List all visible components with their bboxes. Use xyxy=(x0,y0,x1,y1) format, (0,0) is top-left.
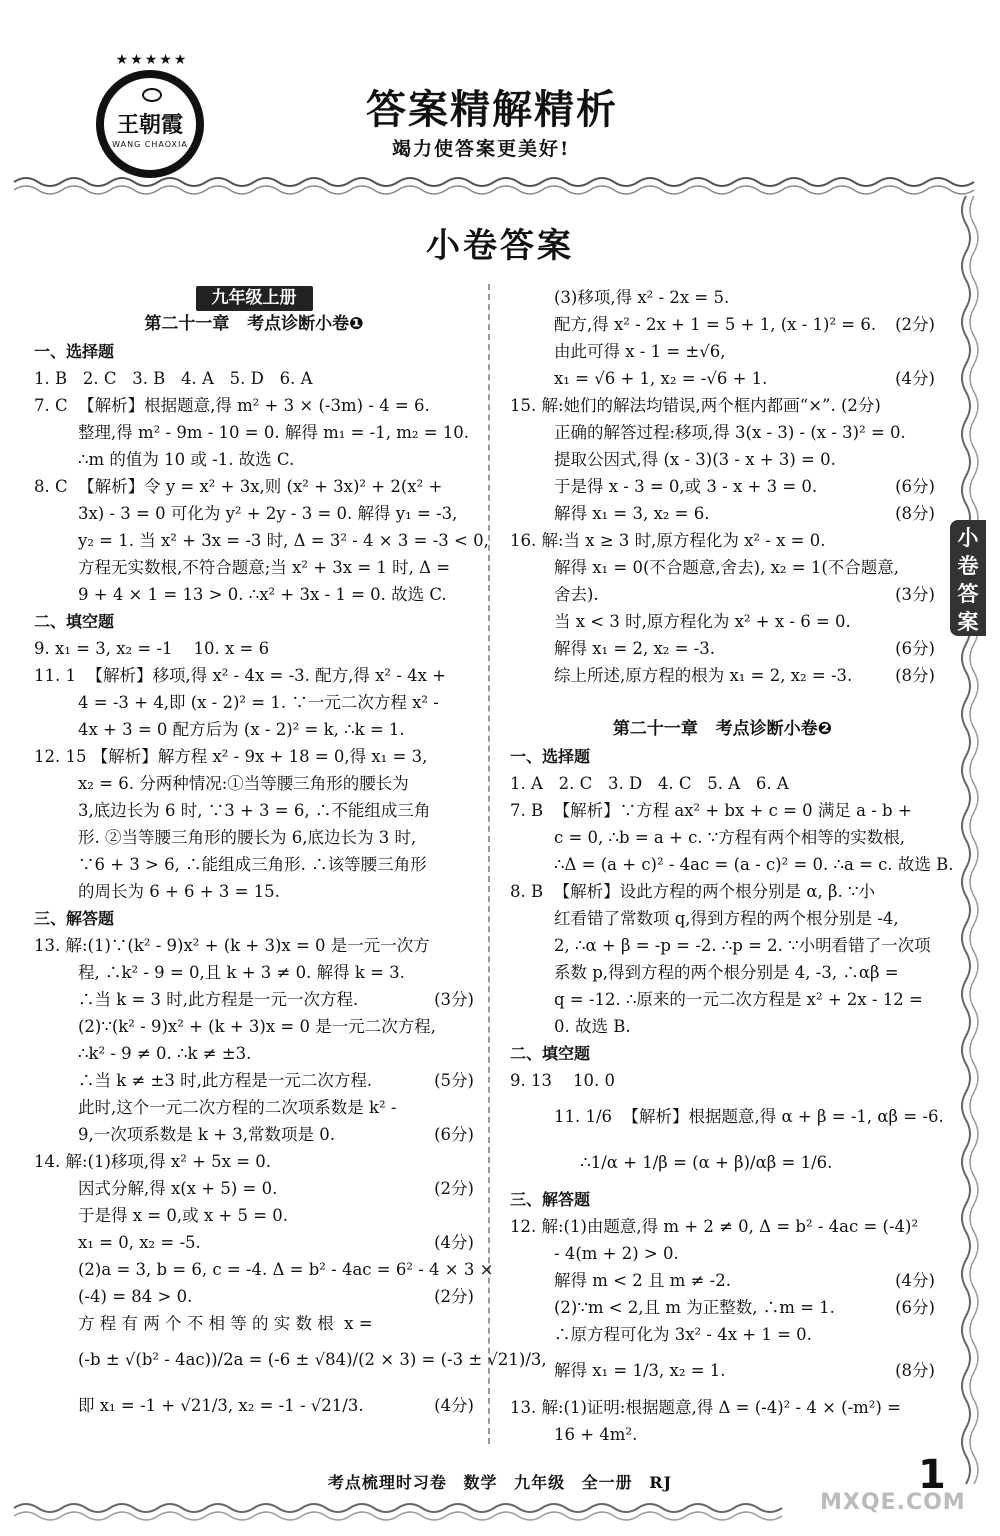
line-text: 一、选择题 xyxy=(34,342,115,361)
line-text: 此时,这个一元二次方程的二次项系数是 k² - xyxy=(78,1098,397,1117)
line-text: 8. C 【解析】令 y = x² + 3x,则 (x² + 3x)² + 2(x² + xyxy=(34,477,443,496)
line-text: 0. 故选 B. xyxy=(554,1017,631,1036)
answer-line xyxy=(34,392,474,419)
line-text: 12. 解:(1)由题意,得 m + 2 ≠ 0, Δ = b² - 4ac = (-4)² xyxy=(510,1217,919,1236)
line-text: 三、解答题 xyxy=(510,1190,591,1209)
answer-line xyxy=(510,1421,935,1448)
volume-band-label: 九年级上册 xyxy=(196,286,313,311)
answer-line xyxy=(34,1040,474,1067)
answer-line xyxy=(510,1267,935,1294)
score-mark: (4分) xyxy=(434,1396,474,1415)
line-text: (2)a = 3, b = 6, c = -4. Δ = b² - 4ac = 6² - 4 × 3 × xyxy=(78,1260,494,1279)
line-text: 于是得 x - 3 = 0,或 3 - x + 3 = 0. xyxy=(554,477,818,496)
line-text: 整理,得 m² - 9m - 10 = 0. 解得 m₁ = -1, m₂ = 10. xyxy=(78,423,470,442)
answer-line xyxy=(510,824,935,851)
answer-line xyxy=(34,1175,474,1202)
header-wave-divider xyxy=(14,172,986,202)
score-mark: (2分) xyxy=(434,1287,474,1306)
answer-line xyxy=(510,905,935,932)
answer-line xyxy=(34,1121,474,1148)
line-text: 15. 解:她们的解法均错误,两个框内都画“×”. (2分) xyxy=(510,396,881,415)
answer-line xyxy=(34,716,474,743)
answer-line xyxy=(34,824,474,851)
logo-name: 王朝霞 xyxy=(116,113,183,138)
side-tab xyxy=(950,520,986,636)
answer-line xyxy=(510,392,935,419)
answer-line xyxy=(510,581,935,608)
line-text: 9. x₁ = 3, x₂ = -1 10. x = 6 xyxy=(34,639,270,658)
answer-line xyxy=(510,1348,935,1394)
answer-line xyxy=(510,500,935,527)
answer-line xyxy=(510,1394,935,1421)
line-text: ∵6 + 3 > 6, ∴能组成三角形. ∴该等腰三角形 xyxy=(78,855,427,874)
watermark: MXQE.COM xyxy=(820,1490,966,1515)
answer-line xyxy=(34,527,489,554)
line-text: 12. 15 【解析】解方程 x² - 9x + 18 = 0,得 x₁ = 3, xyxy=(34,747,428,766)
section-heading xyxy=(510,1186,935,1213)
answer-line xyxy=(510,878,935,905)
score-mark: (3分) xyxy=(895,585,935,604)
right-column xyxy=(510,284,954,1448)
line-text: 于是得 x = 0,或 x + 5 = 0. xyxy=(78,1206,289,1225)
brand-logo xyxy=(88,52,216,180)
answer-line xyxy=(34,770,474,797)
eye-icon xyxy=(142,88,162,102)
line-text: 13. 解:(1)证明:根据题意,得 Δ = (-4)² - 4 × (-m²) = xyxy=(510,1398,901,1417)
answer-line xyxy=(510,851,954,878)
line-text: ∴原方程可化为 3x² - 4x + 1 = 0. xyxy=(554,1325,812,1344)
line-text: c = 0, ∴b = a + c. ∵方程有两个相等的实数根, xyxy=(554,828,906,847)
line-text: 第二十一章 考点诊断小卷❷ xyxy=(612,719,833,739)
brand-slogan: 竭力使答案更美好! xyxy=(392,138,571,160)
line-text: 三、解答题 xyxy=(34,909,115,928)
line-text: 解得 x₁ = 1/3, x₂ = 1. xyxy=(554,1361,726,1380)
line-text: (2)∵(k² - 9)x² + (k + 3)x = 0 是一元二次方程, xyxy=(78,1017,436,1036)
line-text: 正确的解答过程:移项,得 3(x - 3) - (x - 3)² = 0. xyxy=(554,423,906,442)
answer-line xyxy=(34,473,474,500)
line-text: 3,底边长为 6 时, ∵3 + 3 = 6, ∴不能组成三角 xyxy=(78,801,431,820)
answer-line xyxy=(510,635,935,662)
answer-line xyxy=(510,338,935,365)
score-mark: (8分) xyxy=(895,1361,935,1380)
logo-inner xyxy=(104,78,196,170)
answer-line xyxy=(510,1067,935,1094)
line-text: 综上所述,原方程的根为 x₁ = 2, x₂ = -3. xyxy=(554,666,853,685)
answer-line xyxy=(510,1140,935,1186)
answer-line xyxy=(34,419,474,446)
answer-line xyxy=(34,581,474,608)
line-text: 第二十一章 考点诊断小卷❶ xyxy=(144,314,364,334)
answer-line xyxy=(34,1283,474,1310)
line-text: 16 + 4m². xyxy=(554,1425,638,1444)
line-text: 11. 1/6 【解析】根据题意,得 α + β = -1, αβ = -6. xyxy=(554,1107,944,1126)
answer-line xyxy=(510,284,935,311)
line-text: 9. 13 10. 0 xyxy=(510,1071,615,1090)
answer-line xyxy=(34,1256,494,1283)
answer-line xyxy=(34,878,474,905)
line-text: 舍去). xyxy=(554,585,599,604)
line-text: 解得 x₁ = 2, x₂ = -3. xyxy=(554,639,716,658)
line-text: 一、选择题 xyxy=(510,747,591,766)
answer-line xyxy=(34,1094,474,1121)
answer-line xyxy=(34,932,474,959)
answer-line xyxy=(510,608,935,635)
section-heading xyxy=(510,743,935,770)
line-text: q = -12. ∴原来的一元二次方程是 x² + 2x - 12 = xyxy=(554,990,923,1009)
line-text: 因式分解,得 x(x + 5) = 0. xyxy=(78,1179,278,1198)
score-mark: (4分) xyxy=(895,369,935,388)
line-text: ∴Δ = (a + c)² - 4ac = (a - c)² = 0. ∴a = c. 故选 B. xyxy=(554,855,954,874)
score-mark: (2分) xyxy=(895,315,935,334)
answer-line xyxy=(34,554,474,581)
answer-line xyxy=(34,986,474,1013)
answer-line xyxy=(34,689,474,716)
line-text: x₁ = √6 + 1, x₂ = -√6 + 1. xyxy=(554,369,768,388)
line-text: 13. 解:(1)∵(k² - 9)x² + (k + 3)x = 0 是一元一次方 xyxy=(34,936,430,955)
answer-line xyxy=(510,1013,935,1040)
line-text: ∴m 的值为 10 或 -1. 故选 C. xyxy=(78,450,295,469)
line-text: 二、填空题 xyxy=(34,612,115,631)
right-wave-border xyxy=(954,196,984,1496)
answer-line xyxy=(34,851,474,878)
section-title: 小卷答案 xyxy=(426,226,574,266)
answer-line xyxy=(34,1013,474,1040)
answer-line xyxy=(34,446,474,473)
line-text: 2, ∴α + β = -p = -2. ∴p = 2. ∵小明看错了一次项 xyxy=(554,936,931,955)
logo-subtitle: WANG CHAOXIA xyxy=(112,140,188,149)
answer-line xyxy=(510,554,935,581)
line-text: 解得 x₁ = 0(不合题意,舍去), x₂ = 1(不合题意, xyxy=(554,558,900,577)
answer-line xyxy=(510,770,935,797)
star-row-icon: ★★★★★ xyxy=(115,52,189,68)
line-text: (-4) = 84 > 0. xyxy=(78,1287,193,1306)
line-text: 9 + 4 × 1 = 13 > 0. ∴x² + 3x - 1 = 0. 故选 C. xyxy=(78,585,447,604)
section-heading xyxy=(34,608,474,635)
line-text: 16. 解:当 x ≥ 3 时,原方程化为 x² - x = 0. xyxy=(510,531,826,550)
line-text: ∴当 k = 3 时,此方程是一元一次方程. xyxy=(78,990,359,1009)
line-text: 9,一次项系数是 k + 3,常数项是 0. xyxy=(78,1125,336,1144)
line-text: y₂ = 1. 当 x² + 3x = -3 时, Δ = 3² - 4 × 3 = -3 < 0, xyxy=(78,531,489,550)
answer-line xyxy=(510,1294,935,1321)
answer-line xyxy=(510,797,935,824)
line-text: 即 x₁ = -1 + √21/3, x₂ = -1 - √21/3. xyxy=(78,1396,364,1415)
answer-line xyxy=(34,365,474,392)
line-text: 红看错了常数项 q,得到方程的两个根分别是 -4, xyxy=(554,909,899,928)
section-heading xyxy=(34,905,474,932)
line-text: 形. ②当等腰三角形的腰长为 6,底边长为 3 时, xyxy=(78,828,417,847)
answer-line xyxy=(34,797,474,824)
line-text: x₂ = 6. 分两种情况:①当等腰三角形的腰长为 xyxy=(78,774,409,793)
line-text: x₁ = 0, x₂ = -5. xyxy=(78,1233,201,1252)
answer-line xyxy=(510,311,935,338)
answer-line xyxy=(510,1213,935,1240)
section-heading xyxy=(34,338,474,365)
answer-line xyxy=(34,500,474,527)
line-text: 当 x < 3 时,原方程化为 x² + x - 6 = 0. xyxy=(554,612,851,631)
line-text: 配方,得 x² - 2x + 1 = 5 + 1, (x - 1)² = 6. xyxy=(554,315,877,334)
line-text: 7. B 【解析】∵方程 ax² + bx + c = 0 满足 a - b + xyxy=(510,801,912,820)
answer-line xyxy=(510,932,935,959)
side-tab-label: 小卷答案 xyxy=(957,526,979,634)
answer-line xyxy=(510,1094,944,1140)
answer-line xyxy=(510,419,935,446)
line-text: 1. A 2. C 3. D 4. C 5. A 6. A xyxy=(510,774,789,793)
answer-line xyxy=(34,959,474,986)
line-text: 方 程 有 两 个 不 相 等 的 实 数 根 x = xyxy=(78,1314,373,1333)
line-text: (2)∵m < 2,且 m 为正整数, ∴m = 1. xyxy=(554,1298,835,1317)
score-mark: (2分) xyxy=(434,1179,474,1198)
line-text: 1. B 2. C 3. B 4. A 5. D 6. A xyxy=(34,369,313,388)
line-text: 方程无实数根,不符合题意;当 x² + 3x = 1 时, Δ = xyxy=(78,558,451,577)
line-text: ∴1/α + 1/β = (α + β)/αβ = 1/6. xyxy=(554,1153,833,1172)
line-text: 8. B 【解析】设此方程的两个根分别是 α, β. ∵小 xyxy=(510,882,876,901)
line-text: 14. 解:(1)移项,得 x² + 5x = 0. xyxy=(34,1152,272,1171)
answer-line xyxy=(34,1067,474,1094)
answer-line xyxy=(34,1383,474,1429)
answer-line xyxy=(34,743,474,770)
answer-line xyxy=(34,1148,474,1175)
answer-line xyxy=(510,1321,935,1348)
page-number: 1 xyxy=(918,1452,946,1498)
answer-line xyxy=(34,635,474,662)
line-text: (-b ± √(b² - 4ac))/2a = (-6 ± √84)/(2 × 3) = (-3 ± √21)/3, xyxy=(78,1350,547,1369)
volume-band xyxy=(34,284,474,311)
line-text: 二、填空题 xyxy=(510,1044,591,1063)
section-heading xyxy=(510,1040,935,1067)
answer-line xyxy=(510,689,935,716)
answer-line xyxy=(34,662,474,689)
line-text: 7. C 【解析】根据题意,得 m² + 3 × (-3m) - 4 = 6. xyxy=(34,396,430,415)
answer-line xyxy=(510,473,935,500)
answer-line xyxy=(510,527,935,554)
line-text: 4x + 3 = 0 配方后为 (x - 2)² = k, ∴k = 1. xyxy=(78,720,405,739)
line-text: ∴当 k ≠ ±3 时,此方程是一元二次方程. xyxy=(78,1071,373,1090)
score-mark: (4分) xyxy=(434,1233,474,1252)
score-mark: (4分) xyxy=(895,1271,935,1290)
score-mark: (6分) xyxy=(434,1125,474,1144)
score-mark: (6分) xyxy=(895,639,935,658)
line-text: 解得 m < 2 且 m ≠ -2. xyxy=(554,1271,731,1290)
left-column xyxy=(34,284,547,1429)
answer-line xyxy=(34,1229,474,1256)
answer-line xyxy=(510,446,935,473)
answer-line xyxy=(34,1202,474,1229)
answer-line xyxy=(510,365,935,392)
answer-line xyxy=(34,1337,547,1383)
chapter-heading xyxy=(34,311,474,338)
line-text: 程, ∴k² - 9 = 0,且 k + 3 ≠ 0. 解得 k = 3. xyxy=(78,963,405,982)
answer-line xyxy=(34,1310,474,1337)
line-text: 由此可得 x - 1 = ±√6, xyxy=(554,342,726,361)
score-mark: (6分) xyxy=(895,1298,935,1317)
line-text: - 4(m + 2) > 0. xyxy=(554,1244,679,1263)
line-text: 11. 1 【解析】移项,得 x² - 4x = -3. 配方,得 x² - 4x + xyxy=(34,666,446,685)
chapter-heading xyxy=(510,716,935,743)
line-text: 解得 x₁ = 3, x₂ = 6. xyxy=(554,504,710,523)
answer-line xyxy=(510,959,935,986)
line-text: 提取公因式,得 (x - 3)(3 - x + 3) = 0. xyxy=(554,450,836,469)
brand-title: 答案精解精析 xyxy=(366,87,618,133)
answer-line xyxy=(510,1240,935,1267)
line-text: 的周长为 6 + 6 + 3 = 15. xyxy=(78,882,280,901)
answer-line xyxy=(510,986,935,1013)
score-mark: (3分) xyxy=(434,990,474,1009)
line-text: ∴k² - 9 ≠ 0. ∴k ≠ ±3. xyxy=(78,1044,252,1063)
page-footer: 考点梳理时习卷 数学 九年级 全一册 RJ xyxy=(327,1473,673,1492)
line-text: 系数 p,得到方程的两个根分别是 4, -3, ∴αβ = xyxy=(554,963,899,982)
score-mark: (8分) xyxy=(895,504,935,523)
score-mark: (5分) xyxy=(434,1071,474,1090)
answer-line xyxy=(510,662,935,689)
line-text: 4 = -3 + 4,即 (x - 2)² = 1. ∵一元二次方程 x² - xyxy=(78,693,439,712)
score-mark: (6分) xyxy=(895,477,935,496)
score-mark: (8分) xyxy=(895,666,935,685)
line-text: (3)移项,得 x² - 2x = 5. xyxy=(554,288,730,307)
line-text: 3x) - 3 = 0 可化为 y² + 2y - 3 = 0. 解得 y₁ = -3, xyxy=(78,504,458,523)
